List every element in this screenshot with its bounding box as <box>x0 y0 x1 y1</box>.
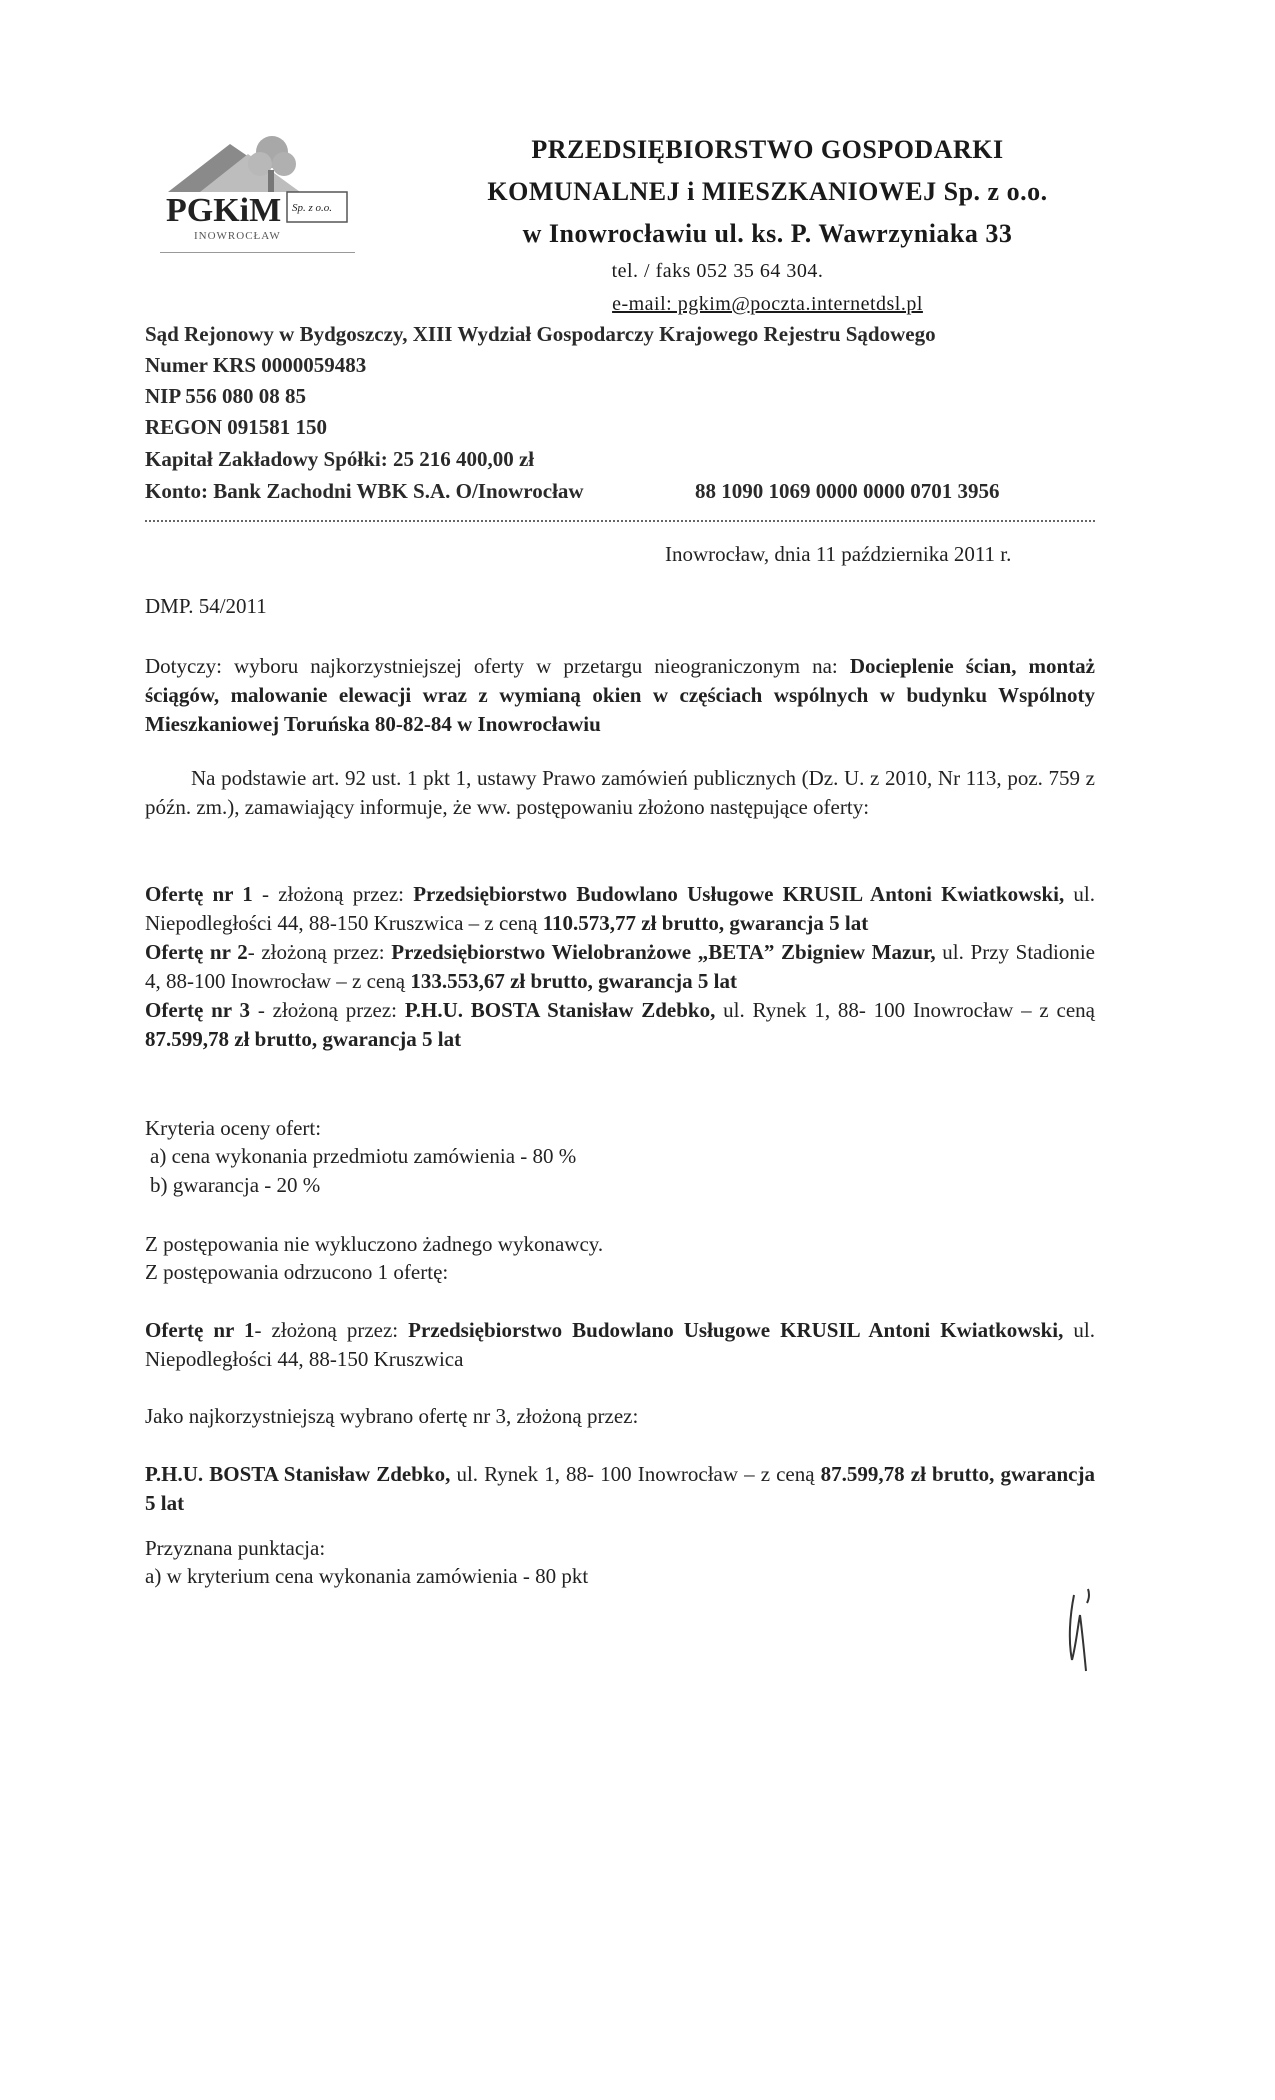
excluded-statement: Z postępowania nie wykluczono żadnego wykonawcy. <box>145 1232 604 1256</box>
offer-label: Ofertę nr 2 <box>145 940 248 964</box>
criteria-b: b) gwarancja - 20 % <box>150 1173 321 1197</box>
chosen-offer <box>145 1460 1095 1518</box>
offer-item-3 <box>145 996 1095 1054</box>
offers-list <box>145 880 1095 1054</box>
registry-court: Sąd Rejonowy w Bydgoszczy, XIII Wydział Gospodarczy Krajowego Rejestru Sądowego <box>145 322 936 346</box>
offer-price: 110.573,77 zł brutto, gwarancja 5 lat <box>542 911 869 935</box>
score-a: a) w kryterium cena wykonania zamówienia - 80 pkt <box>145 1564 589 1588</box>
company-name-line2: KOMUNALNEJ i MIESZKANIOWEJ Sp. z o.o. <box>487 177 1048 206</box>
score-title: Przyznana punktacja: <box>145 1536 326 1560</box>
reference-number: DMP. 54/2011 <box>145 594 267 618</box>
rejected-offer-address: ul. Niepodległości 44, 88-150 Kruszwica <box>145 1318 1095 1371</box>
company-name-line1: PRZEDSIĘBIORSTWO GOSPODARKI <box>531 135 1004 164</box>
offer-label: Ofertę nr 3 <box>145 998 251 1022</box>
offer-bidder: P.H.U. BOSTA Stanisław Zdebko, <box>404 998 716 1022</box>
rejected-offer-label: Ofertę nr 1 <box>145 1318 255 1342</box>
offer-sep: - złożoną przez: <box>252 882 414 906</box>
registry-account-number: 88 1090 1069 0000 0000 0701 3956 <box>695 479 1000 503</box>
offer-sep: - złożoną przez: <box>250 998 405 1022</box>
date-line: Inowrocław, dnia 11 października 2011 r. <box>665 542 1012 566</box>
rejected-offer-bidder: Przedsiębiorstwo Budowlano Usługowe KRUSIL Antoni Kwiatkowski, <box>408 1318 1064 1342</box>
logo-city: INOWROCŁAW <box>194 230 281 242</box>
subject-paragraph <box>145 652 1095 739</box>
offer-sep: - złożoną przez: <box>247 940 392 964</box>
offer-bidder: Przedsiębiorstwo Wielobranżowe „BETA” Zbigniew Mazur, <box>391 940 936 964</box>
rejected-statement: Z postępowania odrzucono 1 ofertę: <box>145 1260 449 1284</box>
offer-address: ul. Niepodległości 44, 88-150 Kruszwica – z ceną <box>145 882 1096 935</box>
registry-krs: Numer KRS 0000059483 <box>145 353 367 377</box>
intro-paragraph: Na podstawie art. 92 ust. 1 pkt 1, ustawy Prawo zamówień publicznych (Dz. U. z 2010, Nr 113, poz. 759 z późn. zm.), zamawiający informuje, że ww. postępowaniu złożono następujące oferty: <box>145 766 1095 819</box>
rejected-offer <box>145 1316 1095 1374</box>
company-address: w Inowrocławiu ul. ks. P. Wawrzyniaka 33 <box>522 219 1013 248</box>
chosen-address: ul. Rynek 1, 88- 100 Inowrocław – z ceną <box>450 1462 821 1486</box>
subject-title: Docieplenie ścian, montaż ściągów, malowanie elewacji wraz z wymianą okien w częściach wspólnych w budynku Wspólnoty Mieszkaniowej Toruńska 80-82-84 w Inowrocławiu <box>145 654 1096 736</box>
criteria-a: a) cena wykonania przedmiotu zamówienia - 80 % <box>150 1144 577 1168</box>
logo-divider <box>160 252 355 253</box>
chosen-intro: Jako najkorzystniejszą wybrano ofertę nr 3, złożoną przez: <box>145 1404 639 1428</box>
logo-text: PGKiM <box>166 192 282 229</box>
offer-address: ul. Rynek 1, 88- 100 Inowrocław – z ceną <box>715 998 1095 1022</box>
offer-item-2 <box>145 938 1095 996</box>
criteria-title: Kryteria oceny ofert: <box>145 1116 322 1140</box>
registry-regon: REGON 091581 150 <box>145 415 328 439</box>
company-phone: tel. / faks 052 35 64 304. <box>611 260 824 282</box>
offer-label: Ofertę nr 1 <box>145 882 253 906</box>
offer-item-1 <box>145 880 1095 938</box>
registry-capital: Kapitał Zakładowy Spółki: 25 216 400,00 zł <box>145 447 535 471</box>
company-email[interactable]: e-mail: pgkim@poczta.internetdsl.pl <box>612 293 923 315</box>
offer-price: 133.553,67 zł brutto, gwarancja 5 lat <box>410 969 737 993</box>
handwritten-initials <box>1060 1585 1100 1680</box>
subject-prefix: Dotyczy: wyboru najkorzystniejszej oferty w przetargu nieograniczonym na: <box>145 654 838 678</box>
offer-address: ul. Przy Stadionie 4, 88-100 Inowrocław – z ceną <box>145 940 1095 993</box>
chosen-bidder: P.H.U. BOSTA Stanisław Zdebko, <box>145 1462 451 1486</box>
registry-account-label: Konto: Bank Zachodni WBK S.A. O/Inowrocław <box>145 479 584 503</box>
registry-nip: NIP 556 080 08 85 <box>145 384 307 408</box>
logo-suffix: Sp. z o.o. <box>292 202 333 214</box>
offer-bidder: Przedsiębiorstwo Budowlano Usługowe KRUSIL Antoni Kwiatkowski, <box>413 882 1065 906</box>
rejected-offer-sep: - złożoną przez: <box>254 1318 409 1342</box>
separator-dots <box>145 520 1095 522</box>
chosen-price: 87.599,78 zł brutto, gwarancja 5 lat <box>145 1462 1095 1515</box>
offer-price: 87.599,78 zł brutto, gwarancja 5 lat <box>145 1027 462 1051</box>
